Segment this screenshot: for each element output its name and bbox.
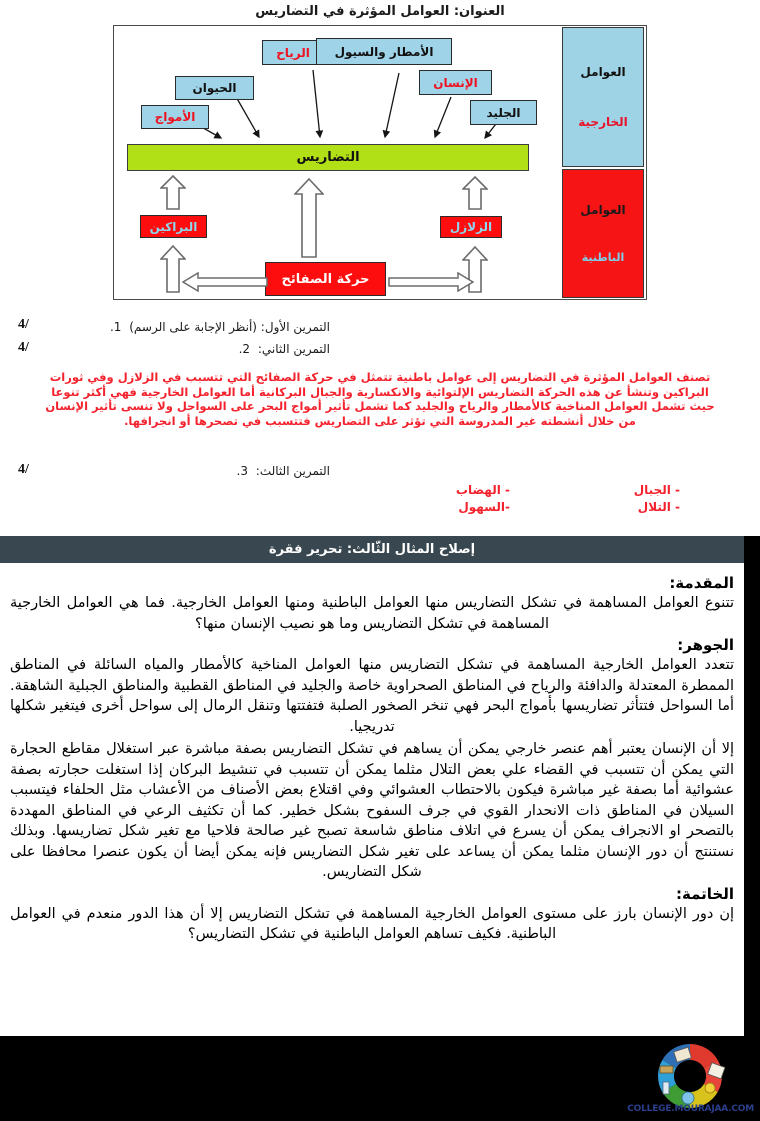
factor-box-wind: الرياح [262,40,324,65]
heading-introduction: المقدمة: [669,574,734,592]
paragraph-introduction: تتنوع العوامل المساهمة في تشكل التضاريس منها العوامل الباطنية ومنها العوامل الخارجية. فما هي العوامل الخارجية المساهمة في تشكل التضاريس وما هو نصيب الإنسان منها؟ [10,595,734,632]
exercise-3-answers-right [634,482,680,516]
diagram-title: العنوان: العوامل المؤثرة في التضاريس [255,4,505,19]
answer-item-plains: -السهول [458,500,510,514]
site-logo-text: COLLEGE.MOURAJAA.COM [627,1104,754,1114]
arrow-up-volcano [160,175,186,210]
factor-box-human: الإنسان [419,70,492,95]
diagram-legend [562,27,644,298]
internal-box-plate-movement: حركة الصفائح [265,262,386,296]
banner-right-gap [744,536,760,563]
exercise-1-number: 1. [109,320,122,334]
essay-body [0,566,744,1036]
internal-box-earthquakes: الزلازل [440,216,502,238]
exercise-3-answers-left [456,482,510,516]
paragraph-body-1: تتعدد العوامل الخارجية المساهمة في تشكل التضاريس منها العوامل المناخية كالأمطار والمياه السائلة في المناطق الممطرة المعتدلة والدافئة والرياح في المناطق الصحراوية خاصة والجليد في المناطق القطبية والمناطق الجبلية الشاهقة. أما السواحل فتتأثر تضاريسها بأمواج البحر فهي تنخر الصخور الصلبة فتفتتها وتنقل الرمال إلى سواحل أخرى فيتغير شكلها تدريجيا. [10,657,734,735]
legend-external-factors: العوامل الخارجية [562,27,644,167]
factor-box-waves: الأمواج [141,105,209,129]
relief-bar: التضاريس [127,144,529,171]
answer-item-plateaus: - الهضاب [455,483,510,497]
section-banner: إصلاح المثال الثّالث: تحرير فقرة [0,536,744,563]
exercise-2-title: التمرين الثاني: 2. [238,342,330,356]
answer-item-mountains: - الجبال [633,483,680,497]
factor-box-ice: الجليد [470,100,537,125]
answer-line-3: حيث تشمل العوامل المناخية كالأمطار والرياح والجليد كما تشمل تأثير أمواج البحر على السواحل ولا تنسى تأثير الإنسان [45,399,715,414]
answer-line-2: البراكين وتنشأ عن هذه الحركة التضاريس الإلتوائية والانكسارية والجبال البركانية أما العوامل الخارجية فهي أكثر تنوعا [51,384,709,399]
exercise-3-title: التمرين الثالث: 3. [236,464,330,478]
answer-item-hills: - التلال [637,500,680,514]
exercise-3-number: 3. [236,464,248,478]
page-right-edge [744,563,760,1036]
exercise-2-answer [6,370,754,428]
arrow-up-earthquake [462,176,488,210]
answer-line-1: تصنف العوامل المؤثرة في التضاريس إلى عوامل باطنية تتمثل في حركة الصفائح التي تتسبب في الزلازل وفي ثورات [49,370,711,384]
arrow-right-plates [388,272,474,292]
mark-exercise-2: /4 [18,340,29,355]
factor-box-rain: الأمطار والسيول [316,38,452,65]
paragraph-body-2: إلا أن الإنسان يعتبر أهم عنصر خارجي يمكن أن يساهم في تشكل التضاريس بصفة مباشرة عبر استغلال مقاطع الحجارة التي يمكن أن تتسبب في القضاء علي بعض التلال مثلما يمكن أن تتسبب في تنشيط البركان إذا استغلت حجارته بصفة عشوائية أما بصفة غير مباشرة فيكون بالاحتطاب العشوائي وفي اقتلاع بعض الأصناف من الأعشاب مثل الحلفاء فيتسبب السيلان في المناطق ذات الانحدار القوي في جرف السفوح بشكل خطير. كما أن تكثيف الرعي في المناطق المهددة بالتصحر او الانجراف يمكن أن يسرع في اتلاف مناطق شاسعة تصبح غير صالحة فلاحيا مع تغير شكل تضاريسها. وبذلك نستنتج أن دور الإنسان مثلما يمكن أن يساعد على تغير شكل التضاريس فإنه يمكن أيضا أن يكون عنصرا محافظا على شكل التضاريس. [10,741,734,880]
legend-internal-factors: العوامل الباطنية [562,169,644,298]
heading-body: الجوهر: [677,636,734,654]
paragraph-conclusion: إن دور الإنسان بارز على مستوى العوامل الخارجية المساهمة في تشكل التضاريس إلا أن هذا الدور منعدم في العوامل الباطنية. فكيف تساهم العوامل الباطنية في تشكل التضاريس؟ [10,905,734,942]
heading-conclusion: الخاتمة: [675,884,734,903]
arrow-up-plates [294,178,324,258]
mark-exercise-1: /4 [18,317,29,332]
internal-box-volcanoes: البراكين [140,215,207,238]
scanned-worksheet-area [0,0,760,528]
answer-line-4: من خلال أنشطته غير المدروسة التي تؤثر على التضاريس فتتسبب في تصحرها أو انجرافها. [124,413,636,428]
mark-exercise-3: /4 [18,462,29,477]
factor-box-animal: الحيوان [175,76,254,100]
arrow-left-plates [182,272,268,292]
exercise-2-number: 2. [238,342,251,356]
exercise-1-title: التمرين الأول: (أنظر الإجابة على الرسم) 1. [109,320,330,334]
